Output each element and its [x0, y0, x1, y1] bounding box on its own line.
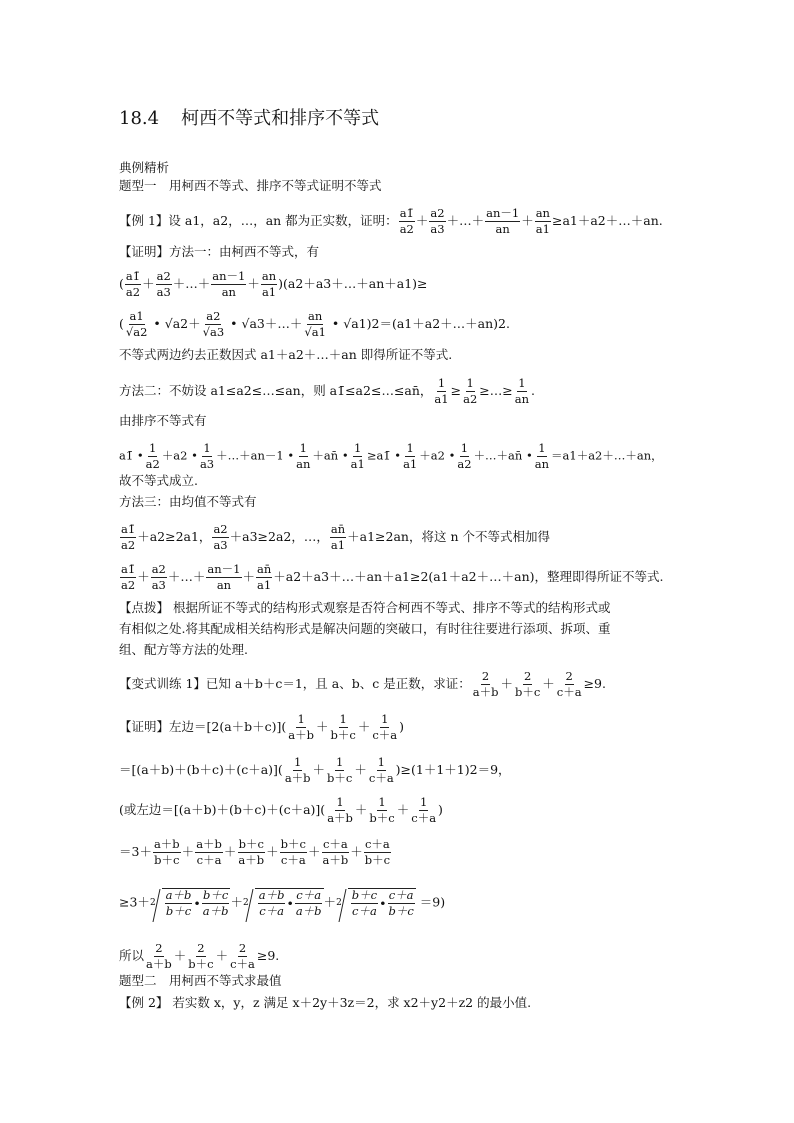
math-text: ≥9.	[583, 676, 606, 691]
math-text: )	[399, 719, 405, 734]
math-text: b＋c	[330, 728, 356, 742]
math-text: ＋a3≥2a2，…，	[229, 529, 329, 544]
fraction	[402, 442, 418, 471]
math-text: a＋b	[196, 837, 222, 851]
fraction	[202, 310, 226, 339]
math-text: c＋a	[368, 771, 394, 785]
math-text: a＋b	[202, 904, 229, 918]
variant-proof-3	[119, 796, 443, 825]
variant-proof-4	[119, 838, 392, 867]
math-text: a2	[145, 457, 160, 471]
math-text: 1	[294, 755, 302, 769]
sqrt-term: $\frac{a+b}{b+c}$ • $\frac{b+c}{a+b}$	[162, 888, 231, 918]
math-text: ＝9)	[419, 894, 446, 910]
variant-proof-2	[119, 756, 511, 785]
math-text: ＋…＋an－1 •	[216, 448, 295, 463]
math-text: ＋…＋	[446, 213, 485, 228]
tip-line-3: 组、配方等方法的处理.	[119, 642, 248, 657]
math-text: 方法二：不妨设 a1≤a2≤…≤an，则 a1̄≤a2≤…≤an̄，	[119, 383, 433, 398]
math-text: an－1	[207, 562, 241, 576]
math-text: 【变式训练 1】已知 a＋b＋c＝1，且 a、b、c 是正数，求证：	[119, 676, 471, 691]
math-text: a＋b	[472, 685, 499, 699]
math-text: ＋	[500, 676, 513, 691]
math-text: a3	[430, 222, 445, 236]
math-text: an	[221, 285, 236, 299]
section-heading: 柯西不等式和排序不等式	[181, 108, 380, 129]
math-text: √a3	[202, 325, 225, 339]
rearrangement-line	[119, 442, 663, 471]
math-text: ＋a2 •	[161, 448, 198, 463]
math-text: a＋b	[153, 837, 180, 851]
proof-method-two	[119, 377, 535, 406]
math-text: a2	[172, 316, 189, 331]
math-text: ＋	[354, 762, 367, 777]
math-text: 2	[336, 898, 342, 908]
fraction	[351, 889, 378, 918]
math-text: a2	[399, 222, 414, 236]
math-text: •	[153, 316, 161, 331]
math-text: 1	[339, 712, 347, 726]
math-text: ＝a1＋a2＋…＋an，	[551, 448, 663, 463]
math-text: 2	[149, 898, 156, 908]
math-text: (	[119, 316, 124, 331]
fraction	[206, 563, 241, 592]
fraction	[321, 838, 349, 867]
math-text: c＋a	[372, 728, 398, 742]
math-text: c＋a	[230, 957, 255, 971]
math-text: c＋a	[259, 904, 284, 918]
math-text: an̄	[257, 562, 272, 576]
topic-two-heading: 题型二 用柯西不等式求最值	[119, 973, 282, 988]
math-text: 1	[381, 712, 389, 726]
math-text: 1	[299, 441, 307, 455]
math-text: an̄	[330, 522, 346, 536]
math-text: ＋	[307, 844, 321, 859]
math-text: b＋c	[238, 837, 264, 851]
math-text: (或左边＝[(a＋b)＋(b＋c)＋(c＋a)](	[119, 802, 326, 817]
math-text: a1̄	[399, 206, 414, 220]
fraction	[145, 942, 173, 971]
fraction	[433, 377, 449, 406]
math-text: .	[531, 383, 535, 398]
math-text: ＋	[247, 276, 260, 291]
math-text: ≥	[450, 383, 462, 398]
fraction	[229, 942, 256, 971]
fraction	[364, 838, 391, 867]
fraction	[187, 942, 214, 971]
math-text: ≥9.	[256, 948, 280, 963]
math-text: b＋c	[369, 811, 395, 825]
fraction	[125, 310, 149, 339]
fraction	[371, 713, 398, 742]
math-text: ＋	[312, 762, 326, 777]
proof-method-one: 【证明】方法一：由柯西不等式，有	[119, 244, 320, 259]
fraction	[485, 207, 520, 236]
proof-conclusion-1: 不等式两边约去正数因式 a1＋a2＋…＋an 即得所证不等式.	[119, 347, 453, 362]
fraction	[387, 889, 414, 918]
fraction	[284, 756, 312, 785]
math-text: 1	[466, 376, 474, 390]
math-text: a＋b	[146, 957, 172, 971]
math-text: 1	[354, 441, 362, 455]
math-text: a2	[463, 392, 478, 406]
math-text: a3	[199, 457, 215, 471]
math-text: ＋an̄ •	[312, 448, 349, 463]
example-1	[119, 207, 663, 236]
math-text: a2	[151, 562, 166, 576]
math-text: c＋a	[296, 888, 322, 902]
math-text: 1	[336, 755, 344, 769]
math-text: a3	[249, 316, 265, 331]
math-text: 2	[481, 669, 490, 683]
math-text: (	[119, 276, 124, 291]
math-text: c＋a	[388, 888, 414, 902]
fraction	[556, 670, 583, 699]
math-text: an	[261, 269, 277, 283]
math-text: b＋c	[280, 837, 306, 851]
math-text: ＋a2≥2a1，	[137, 529, 212, 544]
math-text: b＋c	[202, 888, 229, 902]
math-text: a＋b	[295, 904, 322, 918]
section-title	[119, 104, 379, 130]
math-text: 2	[197, 941, 205, 955]
math-text: a2	[121, 538, 136, 552]
math-text: a＋b	[327, 811, 353, 825]
math-text: )2＝(a1＋a2＋…＋an)2.	[366, 316, 510, 331]
math-text: a3	[213, 538, 228, 552]
math-text: a1	[257, 578, 272, 592]
math-text: an	[308, 309, 323, 323]
math-text: ＋	[396, 802, 410, 817]
math-text: a3	[151, 578, 166, 592]
fraction	[462, 377, 478, 406]
math-text: 1	[378, 795, 386, 809]
math-text: an	[495, 222, 510, 236]
math-text: 【证明】左边＝[2(a＋b＋c)](	[119, 719, 287, 734]
math-text: ＋	[181, 844, 195, 859]
math-text: ＋	[266, 844, 279, 859]
rearrangement-intro: 由排序不等式有	[119, 413, 207, 428]
math-text: 所以	[119, 948, 145, 963]
math-text: ＋…＋	[167, 569, 206, 584]
fraction	[145, 442, 161, 471]
math-text: b＋c	[188, 957, 214, 971]
math-text: ＋	[188, 316, 201, 331]
math-text: ＋	[223, 844, 237, 859]
fraction	[261, 270, 277, 299]
fraction	[472, 670, 500, 699]
math-text: a1	[261, 285, 277, 299]
sqrt-term: $\frac{b+c}{c+a}$ • $\frac{c+a}{b+c}$	[348, 888, 416, 918]
math-text: ＋a2 •	[419, 448, 456, 463]
tip-line-1: 【点拨】 根据所证不等式的结构形式观察是否符合柯西不等式、排序不等式的结构形式或	[119, 600, 611, 615]
math-text: ≥a1̄ •	[366, 448, 402, 463]
fraction	[256, 563, 272, 592]
topic-one-heading: 题型一 用柯西不等式、排序不等式证明不等式	[119, 178, 382, 193]
math-text: •	[230, 316, 238, 331]
math-text: ≥a1＋a2＋…＋an.	[551, 213, 663, 228]
am-gm-sum-line	[119, 563, 663, 592]
math-text: an－1	[486, 206, 520, 220]
math-text: an	[535, 206, 550, 220]
fraction	[456, 442, 472, 471]
math-text: 1	[538, 441, 546, 455]
math-text: 1	[336, 795, 344, 809]
math-text: ＝3＋	[119, 844, 152, 859]
math-text: 1	[419, 795, 428, 809]
math-text: c＋a	[364, 837, 390, 851]
fraction	[237, 838, 265, 867]
math-text: •	[331, 316, 340, 331]
fraction	[303, 310, 327, 339]
math-text: ＋	[173, 948, 187, 963]
math-text: b＋c	[165, 904, 192, 918]
math-text: an	[216, 578, 232, 592]
math-text: 2	[238, 941, 247, 955]
fraction	[330, 523, 346, 552]
math-text: ＋	[357, 719, 371, 734]
fraction	[295, 442, 311, 471]
math-text: ＋	[137, 569, 150, 584]
fraction	[195, 838, 223, 867]
proof-conclusion-2: 故不等式成立.	[119, 473, 198, 488]
variant-proof-5	[119, 888, 445, 918]
fraction	[368, 756, 395, 785]
math-text: ≥…≥	[479, 383, 513, 398]
math-text: a2	[156, 269, 171, 283]
math-text: b＋c	[364, 853, 391, 867]
math-text: 2	[155, 941, 163, 955]
fraction	[211, 270, 246, 299]
math-text: )≥(1＋1＋1)2＝9，	[395, 762, 511, 777]
math-text: a1	[330, 538, 346, 552]
math-text: ＋	[415, 213, 429, 228]
math-text: an	[296, 457, 311, 471]
fraction	[156, 270, 172, 299]
math-text: ＋…＋	[264, 316, 303, 331]
math-text: ＋…＋	[172, 276, 211, 291]
proof-method-three: 方法三：由均值不等式有	[119, 494, 257, 509]
math-text: ＋a1≥2an，将这 n 个不等式相加得	[347, 529, 550, 544]
math-text: 2	[565, 669, 573, 683]
math-text: c＋a	[196, 853, 222, 867]
variant-training-1	[119, 670, 606, 699]
proof-line-sqrt: ( $\frac{a1}{√a2}$ • √a2＋ $\frac{a2}{√a3}$ • √a3＋…＋ $\frac{an}{√a1}$ • √a1)2＝(a1＋a2＋…＋an)2.	[119, 309, 510, 339]
math-text: an	[534, 457, 550, 471]
fraction	[199, 442, 215, 471]
example-2: 【例 2】 若实数 x，y，z 满足 x＋2y＋3z＝2，求 x2＋y2＋z2 的最小值.	[119, 995, 532, 1010]
math-text: an－1	[212, 269, 246, 283]
math-text: 1	[377, 755, 385, 769]
variant-proof-1	[119, 713, 404, 742]
fraction	[368, 796, 395, 825]
fraction	[120, 523, 136, 552]
fraction	[125, 270, 141, 299]
math-text: a1	[535, 222, 550, 236]
math-text: a＋b	[258, 888, 285, 902]
math-text: a2	[430, 206, 445, 220]
math-text: a1	[350, 457, 365, 471]
fraction	[212, 523, 228, 552]
text: 【例 1】设 a1，a2，…，an 都为正实数，证明：	[119, 213, 398, 228]
math-text: 2	[523, 669, 532, 683]
math-text: a2	[206, 309, 221, 323]
math-text: ＝[(a＋b)＋(b＋c)＋(c＋a)](	[119, 762, 283, 777]
fraction	[514, 670, 541, 699]
math-text: b＋c	[388, 904, 414, 918]
fraction	[429, 207, 445, 236]
math-text: ＋	[542, 676, 555, 691]
math-text: b＋c	[327, 771, 353, 785]
fraction	[165, 889, 193, 918]
math-text: ＋	[215, 948, 229, 963]
math-text: 1	[203, 441, 211, 455]
math-text: a2	[125, 285, 141, 299]
math-text: ≥3＋	[119, 894, 150, 910]
math-text: an	[514, 392, 529, 406]
math-text: ＋	[350, 844, 363, 859]
math-text: a＋b	[284, 771, 311, 785]
math-text: 1	[460, 441, 469, 455]
fraction	[350, 442, 366, 471]
math-text: a1	[129, 309, 144, 323]
fraction	[295, 889, 323, 918]
math-text: 1	[297, 712, 305, 726]
math-text: )(a2＋a3＋…＋an＋a1)≥	[278, 276, 428, 291]
math-text: a2	[121, 578, 136, 592]
math-text: a1̄	[121, 562, 136, 576]
fraction	[280, 838, 307, 867]
fraction	[410, 796, 437, 825]
tip-line-2: 有相似之处.将其配成相关结构形式是解决问题的突破口，有时往往要进行添项、拆项、重	[119, 621, 611, 636]
math-text: a＋b	[165, 888, 192, 902]
math-text: ＋	[521, 213, 534, 228]
math-text: a3	[156, 285, 171, 299]
fraction	[534, 442, 550, 471]
math-text: c＋a	[556, 685, 582, 699]
math-text: 1	[437, 376, 446, 390]
math-text: b＋c	[514, 685, 541, 699]
math-text: c＋a	[352, 904, 377, 918]
math-text: c＋a	[411, 811, 437, 825]
math-text: a2	[457, 457, 472, 471]
math-text: ＋	[230, 894, 243, 910]
math-text: a1	[403, 457, 418, 471]
math-text: b＋c	[351, 888, 378, 902]
math-text: a1̄ •	[119, 448, 144, 463]
fraction	[326, 756, 353, 785]
math-text: a2	[213, 522, 228, 536]
math-text: ＋	[142, 276, 155, 291]
fraction	[120, 563, 136, 592]
math-text: ＋…＋an̄ •	[473, 448, 533, 463]
math-text: 1	[406, 441, 414, 455]
fraction	[151, 563, 167, 592]
math-text: a1̄	[121, 522, 136, 536]
fraction	[330, 713, 357, 742]
math-text: ＋	[354, 802, 368, 817]
math-text: c＋a	[322, 837, 348, 851]
math-text: ＋	[242, 569, 256, 584]
math-text: a＋b	[288, 728, 315, 742]
math-text: √a1	[304, 325, 326, 339]
math-text: ＋	[316, 719, 329, 734]
math-text: c＋a	[280, 853, 306, 867]
section-number: 18.4	[119, 108, 160, 129]
math-text: 2	[243, 898, 249, 908]
math-text: a＋b	[238, 853, 265, 867]
subheading-examples: 典例精析	[119, 160, 170, 175]
fraction	[326, 796, 354, 825]
math-text: 1	[149, 441, 157, 455]
fraction	[202, 889, 230, 918]
am-gm-line	[119, 523, 550, 552]
fraction	[153, 838, 181, 867]
math-text: ＋a2＋a3＋…＋an＋a1≥2(a1＋a2＋…＋an)，整理即得所证不等式.	[273, 569, 664, 584]
math-text: 1	[518, 376, 526, 390]
proof-line-cauchy	[119, 270, 428, 299]
fraction	[514, 377, 530, 406]
math-text: a1	[351, 316, 367, 331]
fraction	[258, 889, 286, 918]
math-text: a＋b	[322, 853, 349, 867]
fraction	[399, 207, 415, 236]
math-text: a1	[434, 392, 449, 406]
math-text: ＋	[323, 894, 337, 910]
math-text: b＋c	[154, 853, 180, 867]
fraction	[535, 207, 551, 236]
fraction	[287, 713, 315, 742]
math-text: a1̄	[125, 269, 141, 283]
sqrt-term: $\frac{a+b}{c+a}$ • $\frac{c+a}{a+b}$	[255, 888, 324, 918]
math-text: √a2	[125, 325, 148, 339]
math-text: )	[438, 802, 443, 817]
variant-conclusion	[119, 942, 279, 971]
